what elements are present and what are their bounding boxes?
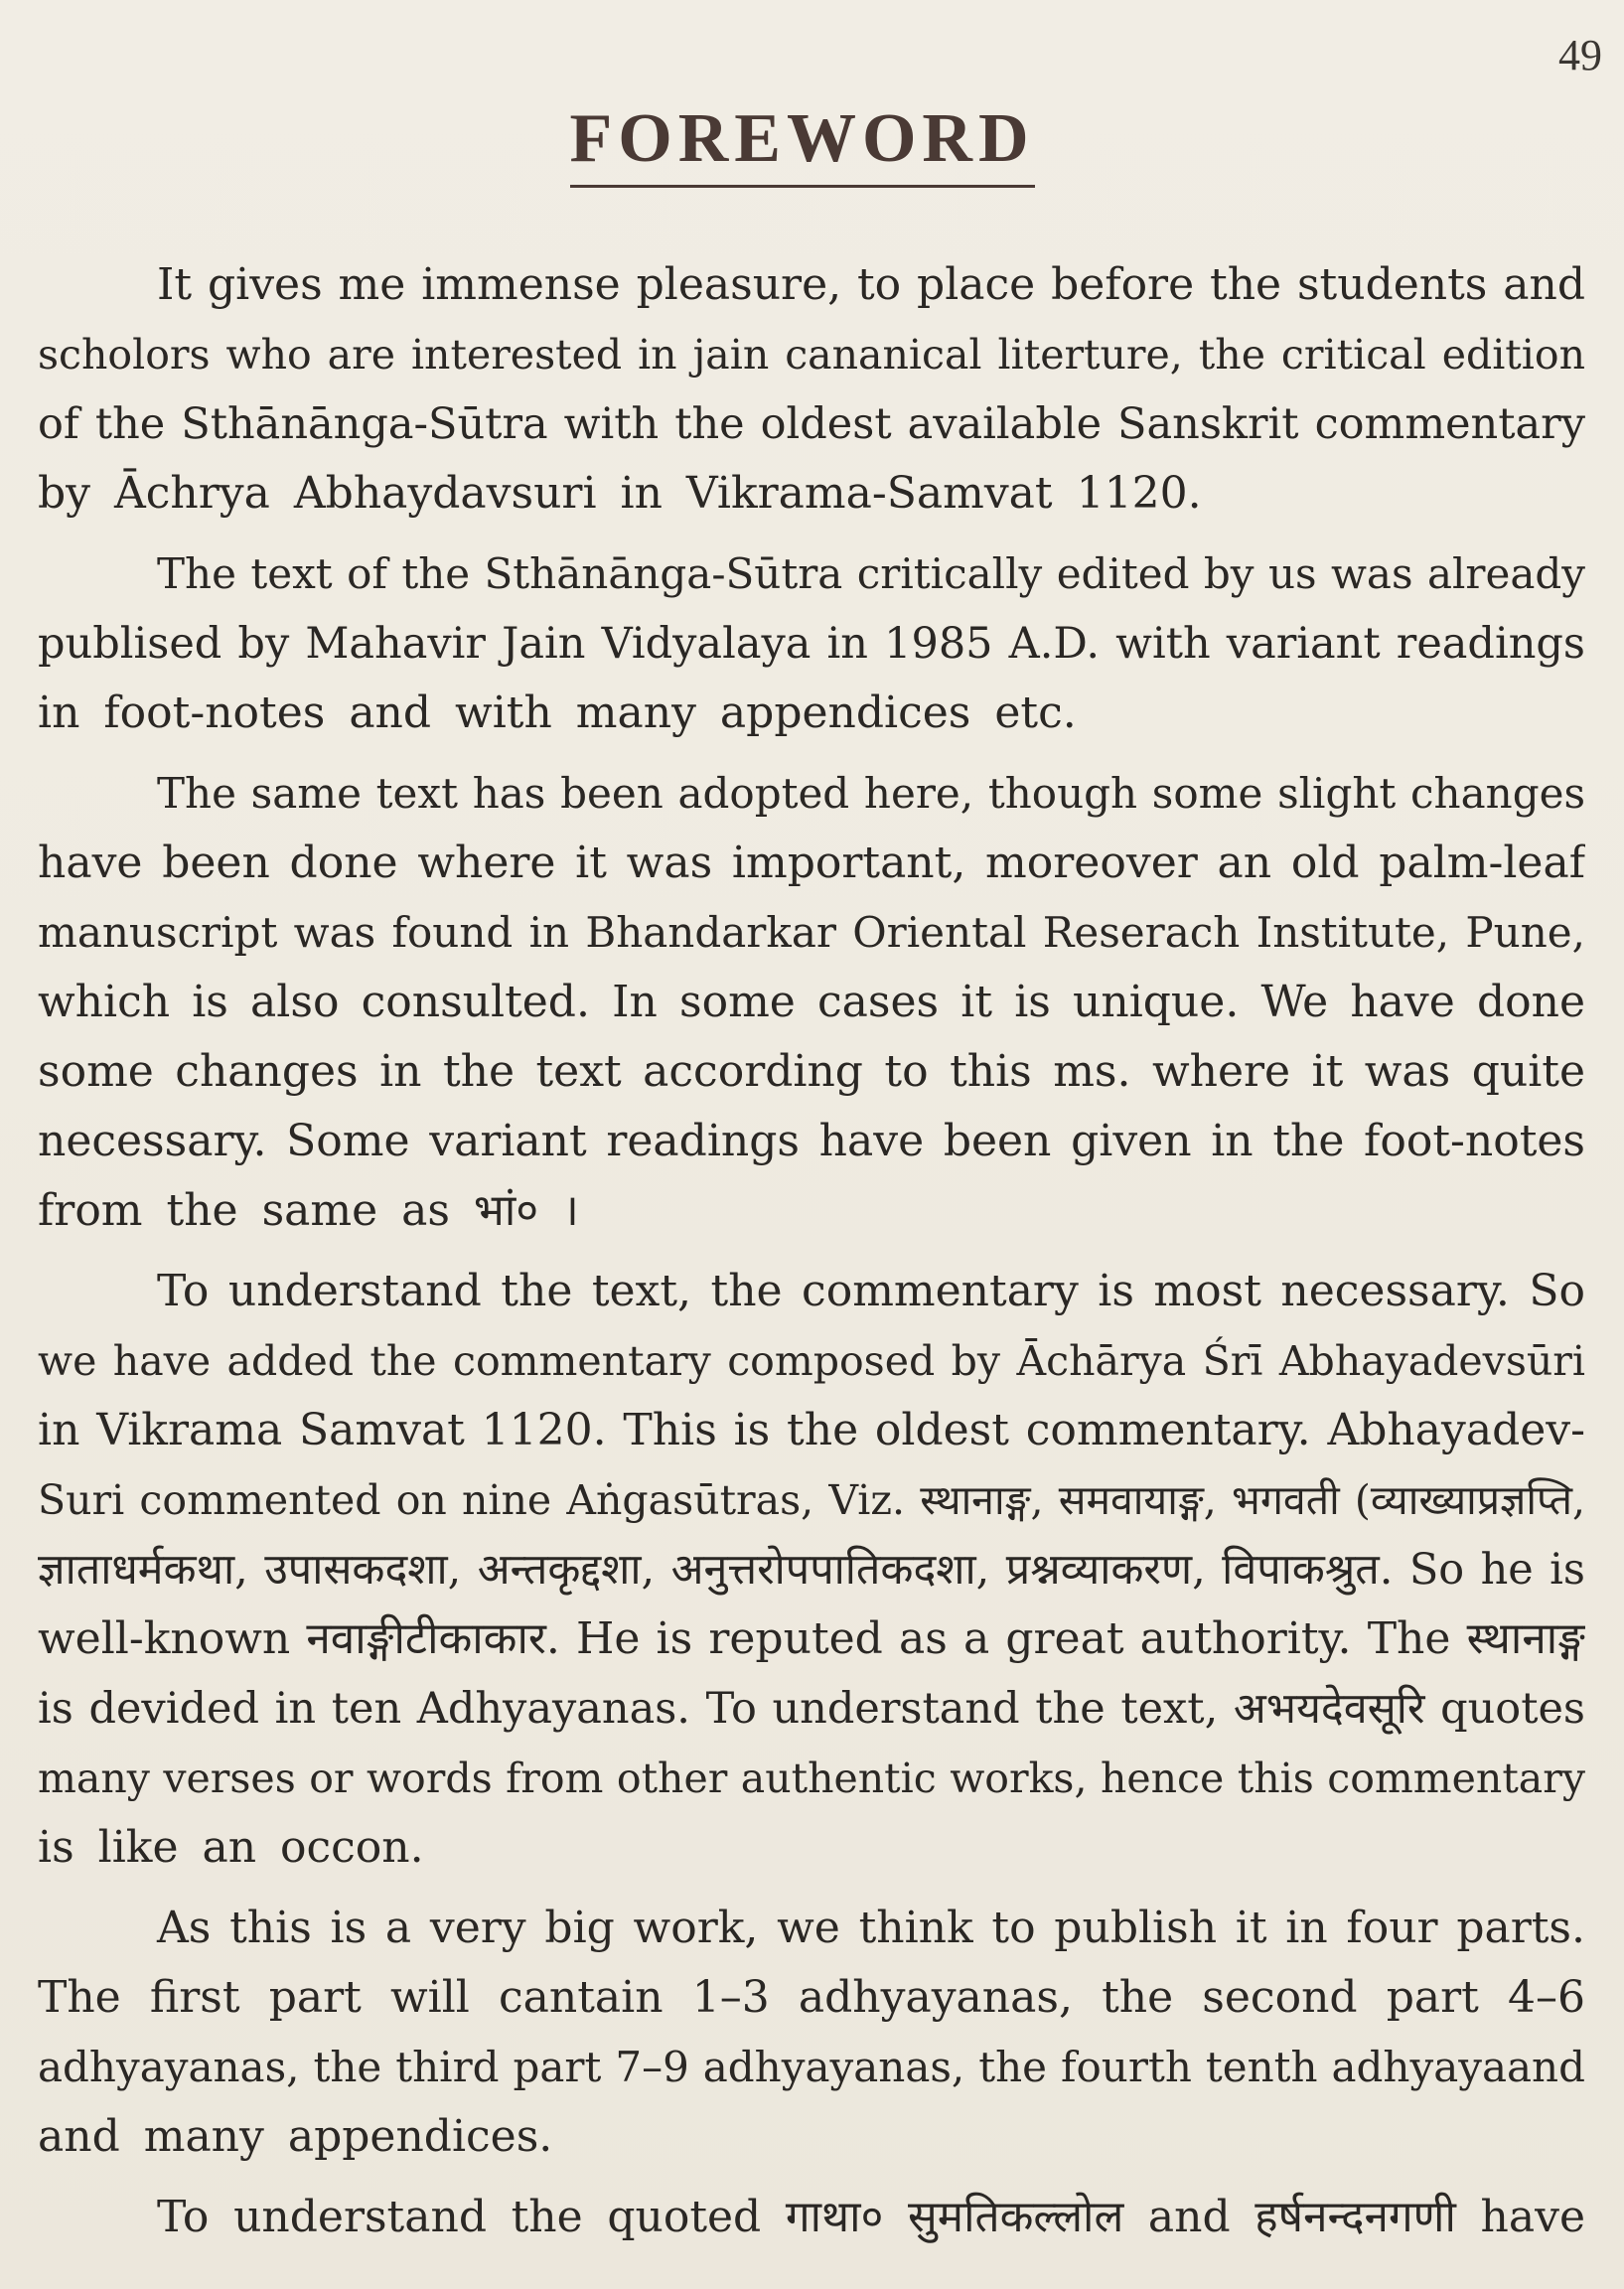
text-line: manuscript was found in Bhandarkar Oriental Reserach Institute, Pune, [38,908,1585,957]
text-line: and many appendices. [38,2111,553,2162]
text-line: some changes in the text according to this ms. where it was quite [38,1046,1585,1097]
text-line: is devided in ten Adhyayanas. To understand the text, अभयदेवसूरि quotes [38,1684,1585,1734]
paragraph [38,539,1585,748]
paragraph [38,250,1585,529]
text-line: we have added the commentary composed by Āchārya Śrī Abhayadevsūri [38,1337,1585,1385]
text-line: Suri commented on nine Aṅgasūtras, Viz. स्थानाङ्ग, समवायाङ्ग, भगवती (व्याख्याप्रज्ञप्ति, [38,1476,1585,1524]
text-line: adhyayanas, the third part 7–9 adhyayanas, the fourth tenth adhyayaand [38,2043,1585,2091]
text-line: in Vikrama Samvat 1120. This is the oldest commentary. Abhayadev- [38,1405,1585,1455]
text-line: The text of the Sthānānga-Sūtra critically edited by us was already [157,549,1585,598]
paragraph [38,2183,1585,2252]
text-line: is like an occon. [38,1822,424,1873]
text-line: well-known नवाङ्गीटीकाकार. He is reputed as a great authority. The स्थानाङ्ग [38,1613,1585,1664]
text-line: To understand the quoted गाथा० सुमतिकल्लोल and हर्षनन्दनगणी have [157,2192,1585,2242]
body-text [38,250,1585,2263]
text-line: in foot-notes and with many appendices etc. [38,687,1077,738]
text-line: many verses or words from other authentic works, hence this commentary [38,1755,1585,1802]
text-line: The first part will cantain 1–3 adhyayanas, the second part 4–6 [38,1972,1585,2023]
text-line: It gives me immense pleasure, to place before the students and [157,259,1585,310]
page-number: 49 [1558,31,1602,79]
text-line: ज्ञाताधर्मकथा, उपासकदशा, अन्तकृद्दशा, अनुत्तरोपपातिकदशा, प्रश्नव्याकरण, विपाकश्रुत. So he is [38,1545,1585,1595]
text-line: scholors who are interested in jain cananical literture, the critical edition [38,331,1585,379]
text-line: necessary. Some variant readings have been given in the foot-notes [38,1116,1585,1166]
text-line: which is also consulted. In some cases it is unique. We have done [38,977,1585,1027]
text-line: have been done where it was important, moreover an old palm-leaf [38,838,1585,888]
paragraph [38,1894,1585,2172]
text-line: of the Sthānānga-Sūtra with the oldest available Sanskrit commentary [38,399,1585,449]
page-title-text: FOREWORD [570,99,1035,188]
text-line: by Āchrya Abhaydavsuri in Vikrama-Samvat 1120. [38,468,1202,519]
text-line: from the same as भां० । [38,1185,579,1236]
paragraph [38,1257,1585,1883]
text-line: As this is a very big work, we think to publish it in four parts. [157,1903,1585,1953]
text-line: publised by Mahavir Jain Vidyalaya in 1985 A.D. with variant readings [38,619,1585,669]
page-title [0,99,1604,188]
text-line: To understand the text, the commentary is most necessary. So [157,1266,1585,1316]
text-line: The same text has been adopted here, though some slight changes [157,769,1585,818]
paragraph [38,759,1585,1246]
